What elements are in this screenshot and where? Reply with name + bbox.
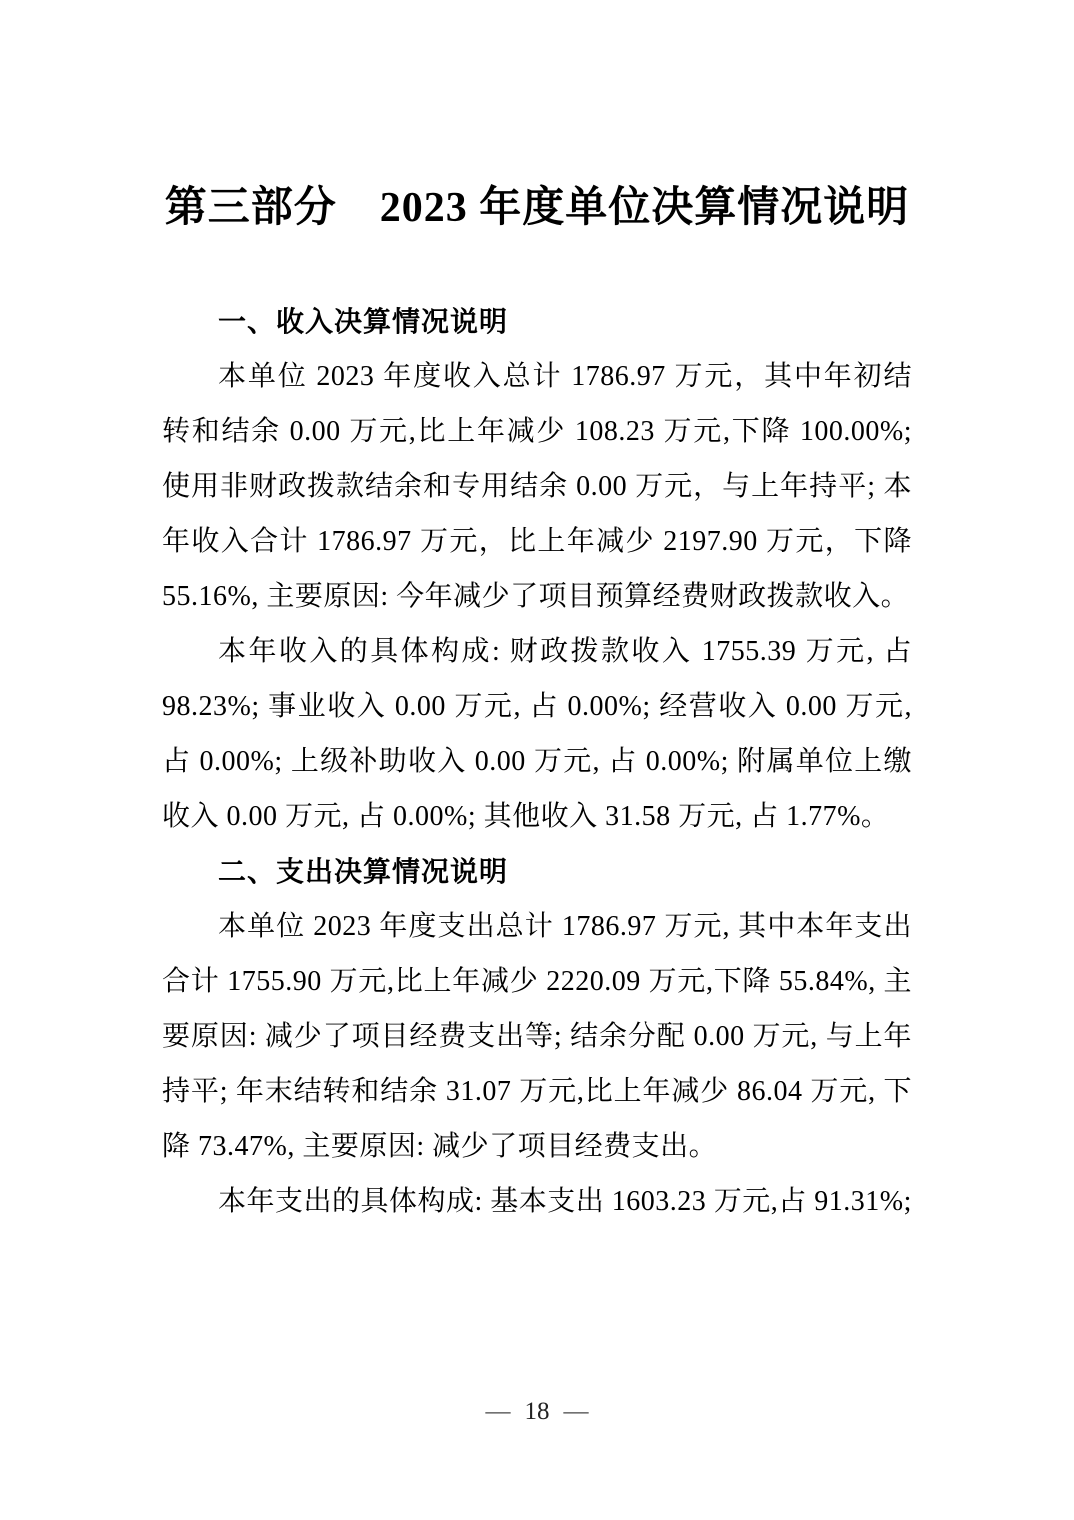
page-number: 18 — [524, 1398, 550, 1425]
expenditure-composition-paragraph: 本年支出的具体构成: 基本支出 1603.23 万元,占 91.31%; — [218, 1186, 912, 1217]
section-income-heading: 一、收入决算情况说明 — [218, 306, 509, 337]
income-summary-paragraph: 本单位 2023 年度收入总计 1786.97 万元，其中年初结转和结余 0.00 万元,比上年减少 108.23 万元,下降 100.00%; 使用非财政拨款结余和专用结余 0.00 万元，与上年持平; 本年收入合计 1786.97 万元，比上年减少 2197.90 万元，下降 55.16%, 主要原因: 今年减少了项目预算经费财政拨款收入。 — [162, 361, 912, 612]
document-body — [162, 294, 912, 1229]
footer-right-dash: — — [563, 1398, 589, 1425]
page-footer — [0, 1398, 1074, 1426]
income-composition-paragraph: 本年收入的具体构成: 财政拨款收入 1755.39 万元, 占 98.23%; 事业收入 0.00 万元, 占 0.00%; 经营收入 0.00 万元, 占 0.00%; 上级补助收入 0.00 万元, 占 0.00%; 附属单位上缴收入 0.00 万元, 占 0.00%; 其他收入 31.58 万元, 占 1.77%。 — [162, 636, 912, 832]
footer-left-dash: — — [485, 1398, 511, 1425]
section-expenditure-heading: 二、支出决算情况说明 — [218, 856, 509, 887]
document-title: 第三部分 2023 年度单位决算情况说明 — [164, 185, 910, 231]
expenditure-summary-paragraph: 本单位 2023 年度支出总计 1786.97 万元, 其中本年支出合计 1755.90 万元,比上年减少 2220.09 万元,下降 55.84%, 主要原因: 减少了项目经费支出等; 结余分配 0.00 万元, 与上年持平; 年末结转和结余 31.07 万元,比上年减少 86.04 万元, 下降 73.47%, 主要原因: 减少了项目经费支出。 — [162, 911, 912, 1162]
